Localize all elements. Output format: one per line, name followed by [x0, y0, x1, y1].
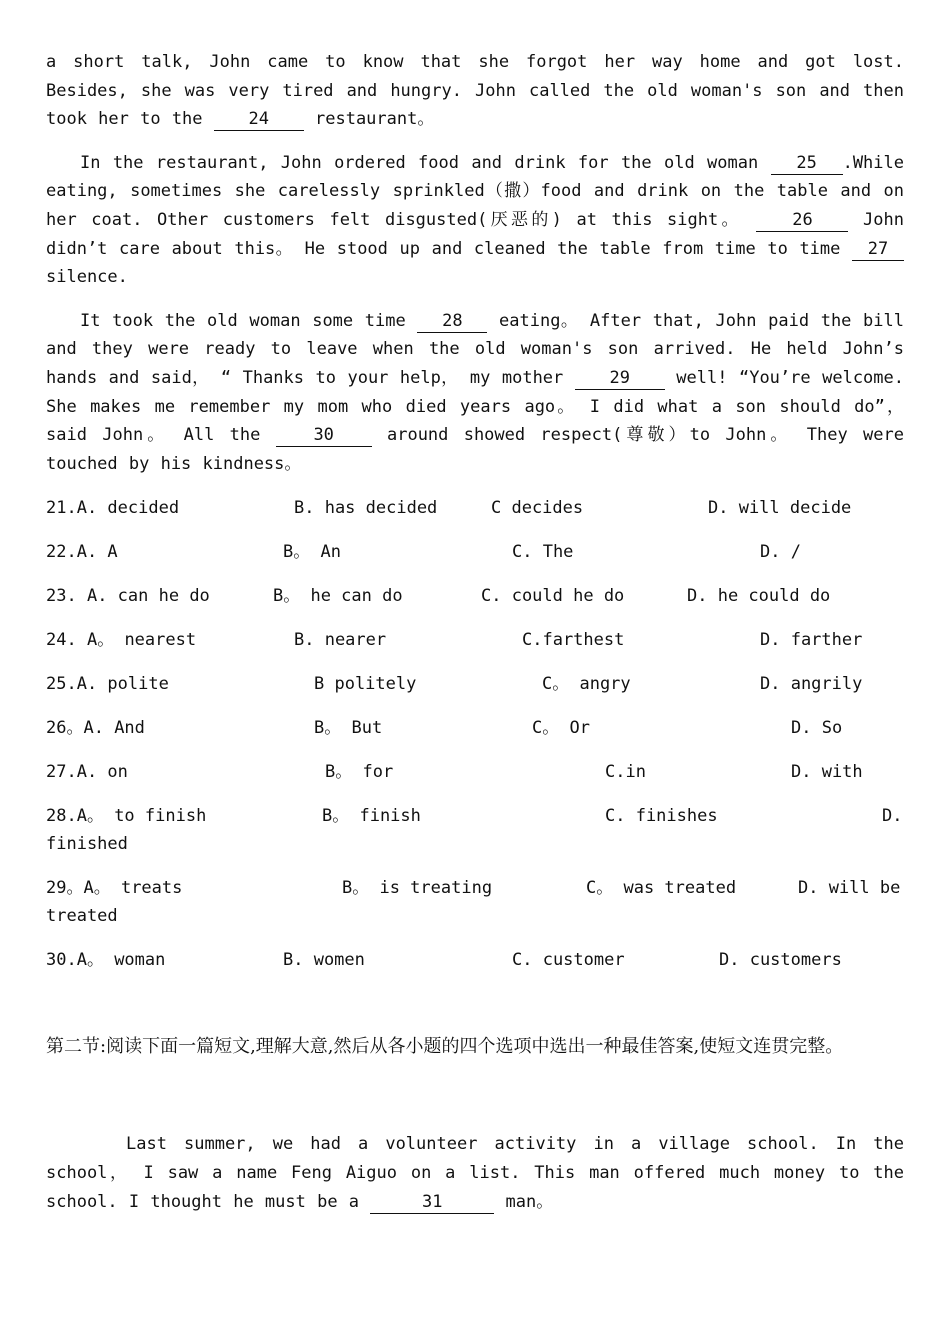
- question-number: 25.: [46, 674, 77, 695]
- question-number: 22.: [46, 542, 77, 563]
- option-d: D. /: [760, 542, 801, 563]
- blank-31: 31: [370, 1191, 494, 1214]
- blank-30: 30: [276, 424, 372, 447]
- option-d-continued: finished: [46, 834, 128, 855]
- question-27: [46, 758, 904, 802]
- passage-2-paragraph: [46, 1130, 904, 1216]
- option-a: A. A: [76, 542, 118, 563]
- paragraph-text: restaurant。: [303, 109, 435, 130]
- option-c: C。 angry: [542, 674, 631, 695]
- option-c: C. customer: [512, 950, 625, 971]
- paragraph-text: In the restaurant, John ordered food and drink for the old woman: [80, 152, 771, 173]
- paragraph-text: silence.: [46, 267, 128, 288]
- question-22: [46, 538, 904, 582]
- paragraph-text: a short talk, John came to know that she forgot her way home and got lost. Besides, she was very tired and hungry. John called the old woman's son and then took her to the: [46, 52, 904, 130]
- option-b: B。 for: [325, 762, 394, 783]
- option-a: A. polite: [76, 674, 169, 695]
- option-c: C.farthest: [522, 630, 625, 651]
- question-26: [46, 714, 904, 758]
- option-d: D. will be: [798, 878, 901, 899]
- option-a: A。 nearest: [86, 630, 197, 651]
- option-d: D.: [882, 806, 903, 827]
- option-b: B。 is treating: [342, 878, 493, 899]
- option-c: C decides: [491, 498, 584, 519]
- option-d: D. will decide: [708, 498, 852, 519]
- question-list: [46, 494, 904, 990]
- question-number: 27.: [46, 762, 77, 783]
- option-d: D. he could do: [687, 586, 831, 607]
- option-b: B。 But: [314, 718, 383, 739]
- option-b: B. women: [283, 950, 365, 971]
- option-b: B. has decided: [294, 498, 438, 519]
- option-d-continued: treated: [46, 906, 118, 927]
- passage-paragraph-2: [46, 149, 904, 292]
- paragraph-text: It took the old woman some time: [80, 310, 418, 331]
- option-b: B。 finish: [322, 806, 421, 827]
- option-a: A。 treats: [83, 878, 183, 899]
- question-24: [46, 626, 904, 670]
- passage-paragraph-3: [46, 307, 904, 479]
- option-c: C。 Or: [532, 718, 590, 739]
- option-d: D. So: [791, 718, 843, 739]
- question-number: 30.: [46, 950, 77, 971]
- option-a: A。 woman: [76, 950, 166, 971]
- option-a: A. can he do: [86, 586, 210, 607]
- option-b: B. nearer: [294, 630, 387, 651]
- document-page: [46, 48, 904, 1216]
- paragraph-text: Last summer, we had a volunteer activity in a village school. In the school， I saw a name Feng Aiguo on a list. This man offered much money to the school. I thought he must be a: [46, 1134, 904, 1212]
- question-number: 28.: [46, 806, 77, 827]
- option-b: B。 An: [283, 542, 341, 563]
- blank-27: 27: [852, 238, 904, 261]
- question-number: 29。: [46, 878, 84, 899]
- question-30: [46, 946, 904, 990]
- question-number: 21.: [46, 498, 77, 519]
- option-b: B politely: [314, 674, 417, 695]
- paragraph-text: John didn’t care about this。 He stood up and cleaned the table from time to time: [46, 209, 904, 259]
- option-c: C. could he do: [481, 586, 625, 607]
- option-b: B。 he can do: [273, 586, 403, 607]
- section-2-instructions: 第二节:阅读下面一篇短文,理解大意,然后从各小题的四个选项中选出一种最佳答案,使短文连贯完整。: [46, 1036, 844, 1058]
- question-number: 23.: [46, 586, 77, 607]
- option-a: A. on: [76, 762, 128, 783]
- blank-26: 26: [756, 209, 848, 232]
- option-d: D. farther: [760, 630, 863, 651]
- passage-paragraph-1: [46, 48, 904, 134]
- paragraph-text: man。: [494, 1191, 554, 1212]
- option-c: C。 was treated: [586, 878, 737, 899]
- blank-24: 24: [214, 108, 304, 131]
- paragraph-text: well! “You’re welcome. She makes me remember my mom who died years ago。 I did what a son should do”， said John。 All the: [46, 367, 905, 446]
- blank-25: 25: [771, 152, 843, 175]
- question-25: [46, 670, 904, 714]
- question-23: [46, 582, 904, 626]
- question-21: [46, 494, 904, 538]
- option-c: C. finishes: [605, 806, 718, 827]
- option-c: C.in: [605, 762, 646, 783]
- option-c: C. The: [512, 542, 574, 563]
- question-number: 26。: [46, 718, 84, 739]
- paragraph-text: around showed respect(尊敬）to John。 They were touched by his kindness。: [46, 425, 904, 474]
- option-d: D. with: [791, 762, 863, 783]
- paragraph-text: .While eating, sometimes she carelessly sprinkled（撒）food and drink on the table and on her coat. Other customers felt disgusted(厌恶的) at this sight。: [46, 152, 904, 230]
- question-number: 24.: [46, 630, 77, 651]
- blank-29: 29: [575, 367, 665, 390]
- option-a: A。 to finish: [76, 806, 207, 827]
- option-d: D. angrily: [760, 674, 863, 695]
- paragraph-text: eating。 After that, John paid the bill and they were ready to leave when the old woman's son arrived. He held John’s hands and said， “ Thanks to your help， my mother: [46, 310, 904, 388]
- question-29: [46, 874, 904, 946]
- option-a: A. decided: [76, 498, 180, 519]
- blank-28: 28: [417, 310, 487, 333]
- option-a: A. And: [83, 718, 145, 739]
- option-d: D. customers: [719, 950, 842, 971]
- question-28: [46, 802, 904, 874]
